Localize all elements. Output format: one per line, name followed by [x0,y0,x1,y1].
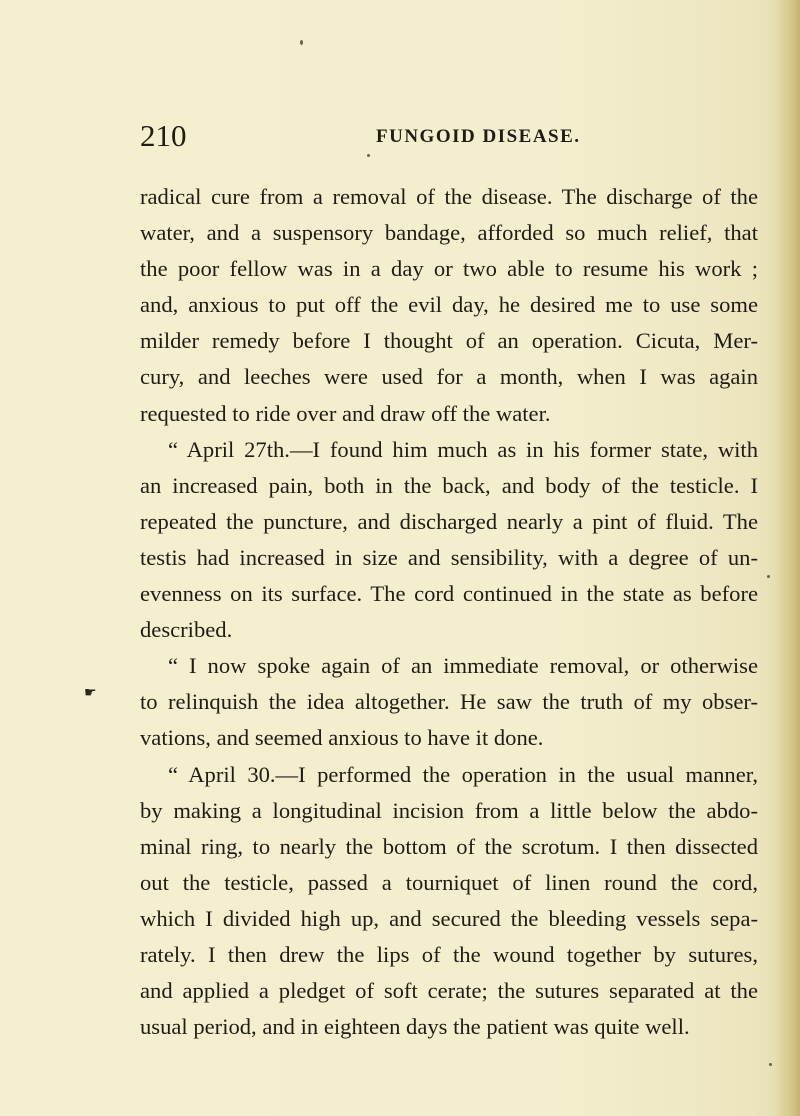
text-line: which I divided high up, and secured the bleeding vessels sepa- [140,905,758,931]
text-line: and applied a pledget of soft cerate; the sutures separated at the [140,978,758,1004]
text-line: “ April 27th.—I found him much as in his former state, with [168,436,758,462]
text-line: usual period, and in eighteen days the patient was quite well. [140,1014,690,1040]
text-line: the poor fellow was in a day or two able to resume his work ; [140,256,758,282]
page-edge-shadow [774,0,800,1116]
text-line: and, anxious to put off the evil day, he desired me to use some [140,292,758,318]
ink-speck [300,40,303,45]
page-number: 210 [140,118,187,153]
text-line: described. [140,617,233,643]
margin-pointing-hand-icon: ☛ [84,686,97,701]
running-head [140,118,760,158]
text-line: vations, and seemed anxious to have it done. [140,725,544,751]
text-line: water, and a suspensory bandage, afforded so much relief, that [140,220,758,246]
running-head-title: FUNGOID DISEASE. [376,126,581,147]
text-line: “ I now spoke again of an immediate removal, or otherwise [168,653,758,679]
ink-speck [769,1063,772,1066]
text-line: testis had increased in size and sensibility, with a degree of un- [140,544,758,570]
text-line: an increased pain, both in the back, and body of the testicle. I [140,472,758,498]
text-line: milder remedy before I thought of an operation. Cicuta, Mer- [140,328,758,354]
ink-speck [767,575,770,578]
body-text [140,179,758,1045]
text-line: out the testicle, passed a tourniquet of linen round the cord, [140,869,758,895]
text-line: cury, and leeches were used for a month, when I was again [140,364,758,390]
text-line: to relinquish the idea altogether. He saw the truth of my obser- [140,689,758,715]
text-line: by making a longitudinal incision from a little below the abdo- [140,797,758,823]
text-line: “ April 30.—I performed the operation in the usual manner, [168,761,758,787]
text-line: evenness on its surface. The cord continued in the state as before [140,581,758,607]
text-line: minal ring, to nearly the bottom of the scrotum. I then dissected [140,833,758,859]
text-line: repeated the puncture, and discharged nearly a pint of fluid. The [140,508,758,534]
text-line: radical cure from a removal of the disease. The discharge of the [140,184,758,209]
text-line: requested to ride over and draw off the water. [140,400,551,426]
text-line: rately. I then drew the lips of the wound together by sutures, [140,941,758,967]
